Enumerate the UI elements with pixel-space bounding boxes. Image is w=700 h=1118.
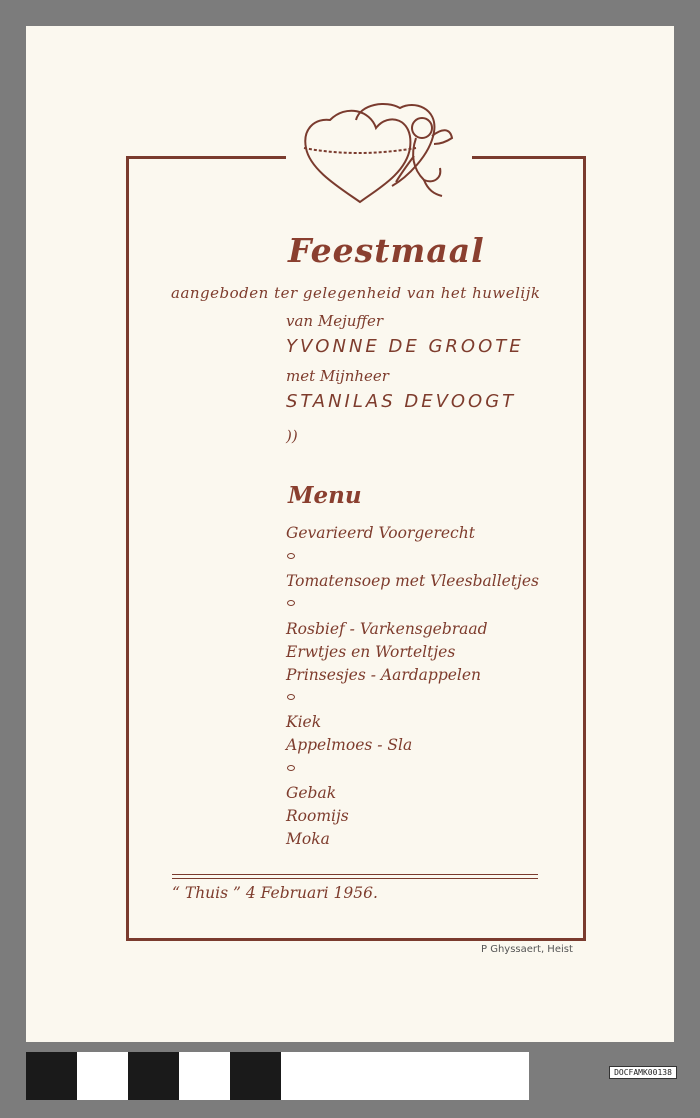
- hearts-cupid-icon: [296, 98, 456, 210]
- dish-item: Gevarieerd Voorgerecht: [286, 524, 475, 542]
- frame-top-left: [126, 156, 286, 159]
- groom-name: STANILAS DEVOOGT: [286, 391, 517, 412]
- dish-item: Erwtjes en Worteltjes: [286, 643, 456, 661]
- dish-item: Rosbief - Varkensgebraad: [286, 620, 488, 638]
- calibration-block: [26, 1052, 77, 1100]
- color-calibration-strip: [26, 1052, 529, 1100]
- dish-item: Moka: [286, 830, 330, 848]
- dish-item: Kiek: [286, 713, 322, 731]
- calibration-block: [230, 1052, 281, 1100]
- frame-left: [126, 157, 129, 941]
- menu-title: Menu: [288, 482, 362, 509]
- frame-bottom: [126, 938, 586, 941]
- parens-mark: )): [286, 427, 298, 445]
- dish-item: Gebak: [286, 784, 337, 802]
- printer-credit: P Ghyssaert, Heist: [481, 944, 573, 955]
- menu-card: [26, 26, 674, 1042]
- footer-rule: [172, 878, 538, 879]
- frame-right: [583, 157, 586, 941]
- groom-prefix: met Mijnheer: [286, 367, 389, 385]
- frame-top-right: [472, 156, 586, 159]
- course-separator: [287, 600, 295, 606]
- bride-prefix: van Mejuffer: [286, 312, 384, 330]
- archive-id-label: DOCFAMK00138: [609, 1066, 677, 1079]
- course-separator: [287, 694, 295, 700]
- dish-item: Tomatensoep met Vleesballetjes: [286, 572, 539, 590]
- course-separator: [287, 765, 295, 771]
- dish-item: Roomijs: [286, 807, 349, 825]
- dish-item: Prinsesjes - Aardappelen: [286, 666, 482, 684]
- footer-rule: [172, 874, 538, 875]
- dish-item: Appelmoes - Sla: [286, 736, 413, 754]
- page-title: Feestmaal: [288, 231, 485, 270]
- bride-name: YVONNE DE GROOTE: [286, 336, 524, 357]
- course-separator: [287, 553, 295, 559]
- intro-text: aangeboden ter gelegenheid van het huwelijk: [171, 284, 541, 302]
- footer-date: “ Thuis ” 4 Februari 1956.: [172, 884, 378, 902]
- calibration-block: [128, 1052, 179, 1100]
